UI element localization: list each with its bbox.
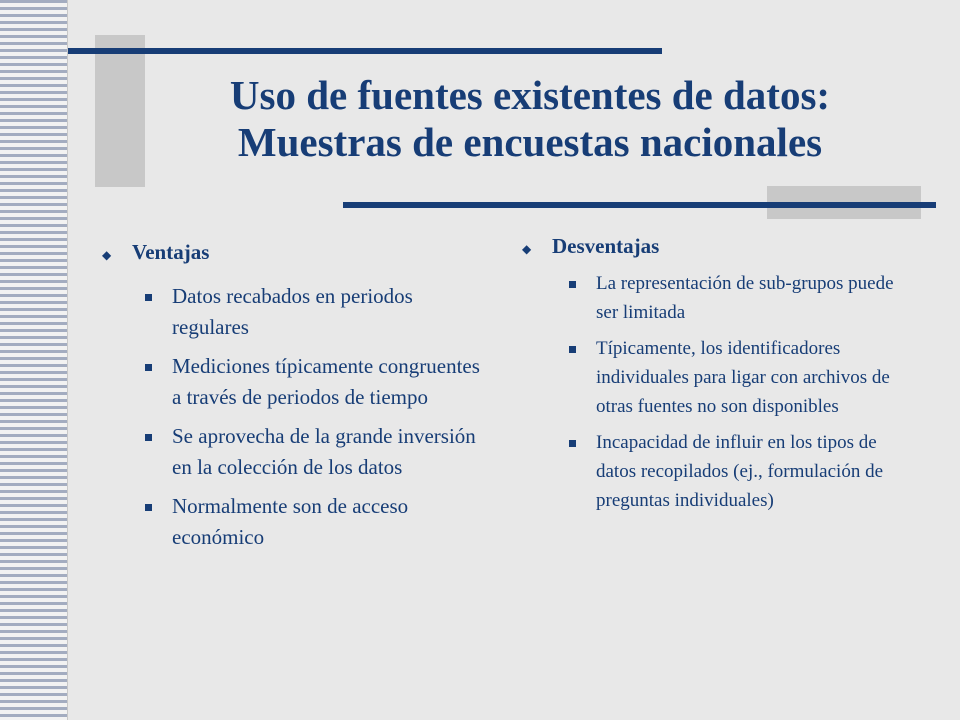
advantages-item-text: Se aprovecha de la grande inversión en la colección de los datos <box>172 424 476 479</box>
side-stripe-decoration <box>0 0 68 720</box>
disadvantages-heading-item <box>522 234 912 259</box>
advantages-list-item <box>145 351 492 413</box>
disadvantages-list-item <box>569 428 912 515</box>
advantages-list <box>102 281 492 553</box>
slide-title-line-2: Muestras de encuestas nacionales <box>237 119 823 165</box>
square-bullet-icon <box>569 346 576 353</box>
advantages-item-text: Mediciones típicamente congruentes a través de periodos de tiempo <box>172 354 480 409</box>
advantages-list-item <box>145 421 492 483</box>
title-rule-bottom <box>343 202 936 208</box>
disadvantages-item-text: Incapacidad de influir en los tipos de datos recopilados (ej., formulación de preguntas individuales) <box>596 432 884 511</box>
advantages-heading-item <box>102 240 492 265</box>
disadvantages-list <box>522 269 912 515</box>
slide-title <box>150 72 910 166</box>
advantages-item-text: Datos recabados en periodos regulares <box>172 284 413 339</box>
advantages-heading: Ventajas <box>132 240 210 264</box>
disadvantages-item-text: La representación de sub-grupos puede ser limitada <box>596 273 894 323</box>
square-bullet-icon <box>145 294 152 301</box>
disadvantages-item-text: Típicamente, los identificadores individuales para ligar con archivos de otras fuentes no son disponibles <box>596 338 890 417</box>
disadvantages-heading: Desventajas <box>552 234 660 258</box>
square-bullet-icon <box>569 281 576 288</box>
disadvantages-column <box>522 234 912 522</box>
disadvantages-list-item <box>569 269 912 327</box>
title-accent-block-left <box>95 35 145 187</box>
diamond-bullet-icon: ◆ <box>522 242 532 256</box>
slide-title-line-1: Uso de fuentes existentes de datos: <box>229 72 831 118</box>
square-bullet-icon <box>145 364 152 371</box>
advantages-list-item <box>145 491 492 553</box>
advantages-item-text: Normalmente son de acceso económico <box>172 494 409 549</box>
square-bullet-icon <box>569 440 576 447</box>
square-bullet-icon <box>145 504 152 511</box>
advantages-list-item <box>145 281 492 343</box>
diamond-bullet-icon: ◆ <box>102 248 112 262</box>
advantages-column <box>102 240 492 561</box>
disadvantages-list-item <box>569 334 912 421</box>
square-bullet-icon <box>145 434 152 441</box>
title-rule-top <box>68 48 662 54</box>
